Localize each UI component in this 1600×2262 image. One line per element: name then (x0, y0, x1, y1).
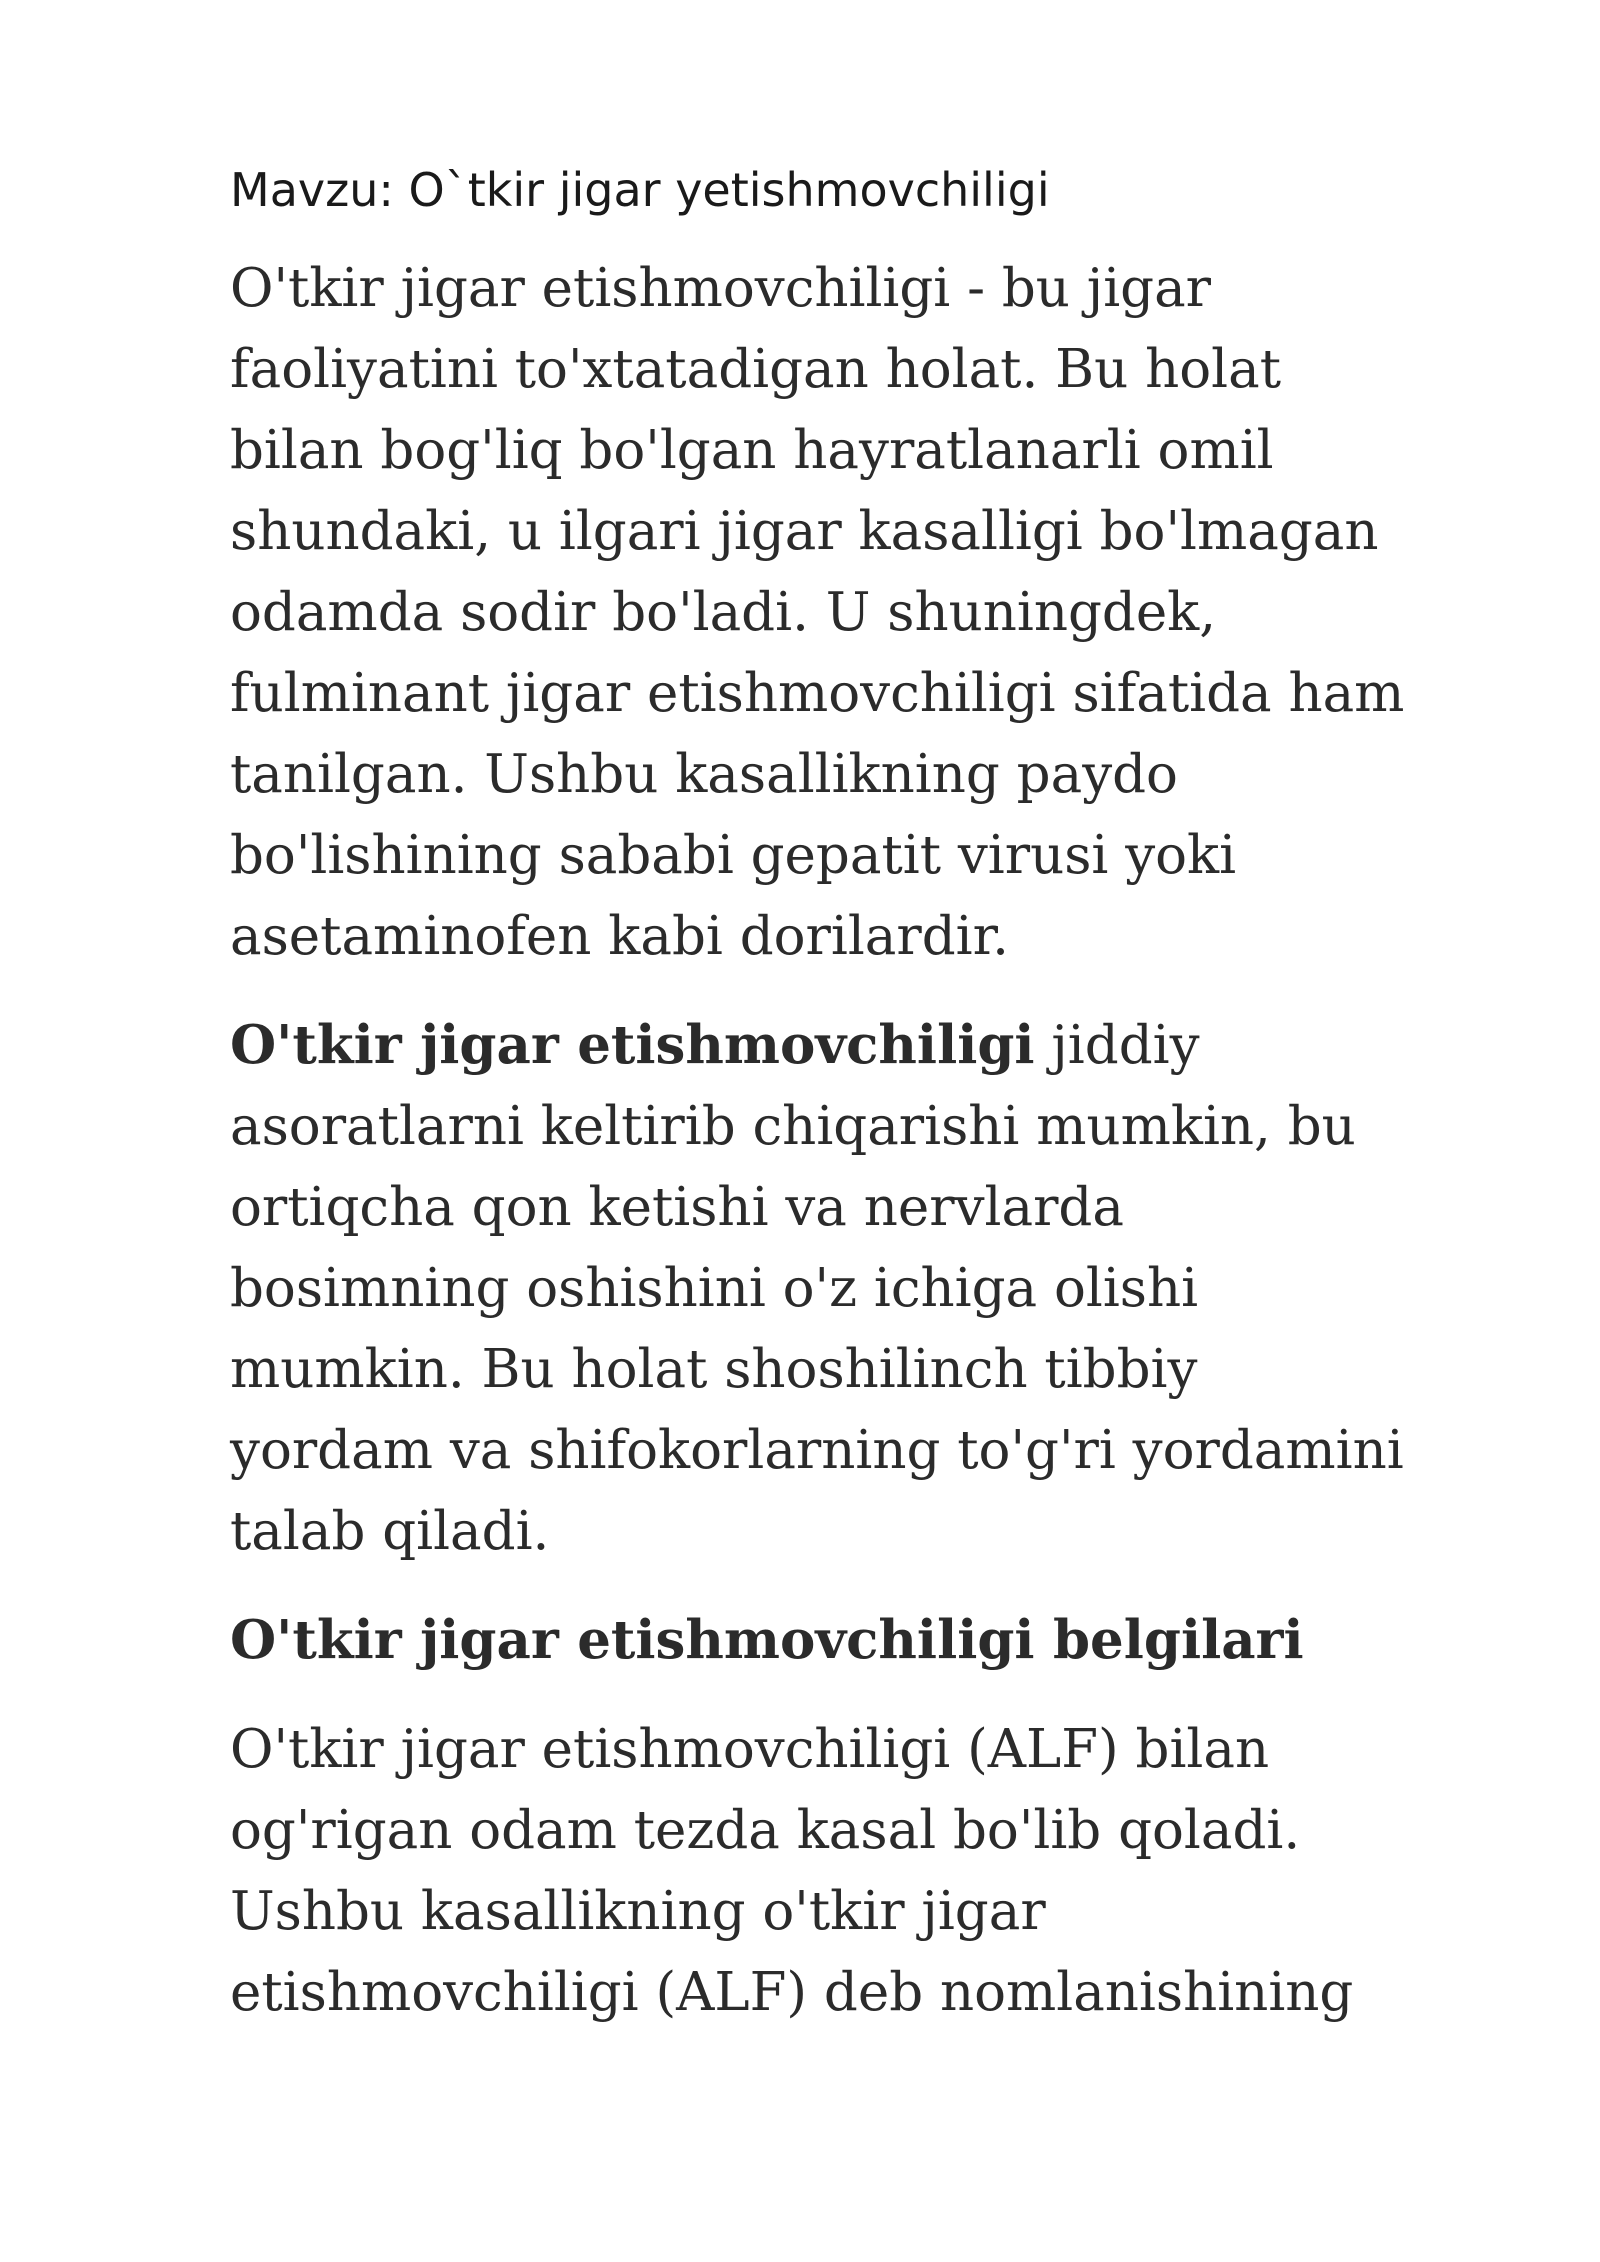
text-line: shundaki, u ilgari jigar kasalligi bo'lmagan (230, 501, 1379, 562)
text-line: tanilgan. Ushbu kasallikning paydo (230, 744, 1178, 805)
paragraph-symptoms (230, 1709, 1530, 2033)
bold-term: O'tkir jigar etishmovchiligi (230, 1014, 1035, 1076)
document-body (230, 160, 1530, 2061)
text-line: O'tkir jigar etishmovchiligi - bu jigar (230, 258, 1212, 319)
text-line: mumkin. Bu holat shoshilinch tibbiy (230, 1339, 1198, 1400)
section-heading: O'tkir jigar etishmovchiligi belgilari (230, 1609, 1304, 1671)
text-line: asoratlarni keltirib chiqarishi mumkin, bu (230, 1096, 1356, 1157)
text-line: etishmovchiligi (ALF) deb nomlanishining (230, 1962, 1354, 2023)
text-line: O'tkir jigar etishmovchiligi (ALF) bilan (230, 1719, 1270, 1780)
topic-title: Mavzu: O`tkir jigar yetishmovchiligi (230, 163, 1050, 217)
text-line: yordam va shifokorlarning to'g'ri yordamini (230, 1420, 1404, 1481)
text-line: odamda sodir bo'ladi. U shuningdek, (230, 582, 1217, 643)
text-line: faoliyatini to'xtatadigan holat. Bu holat (230, 339, 1281, 400)
text-fragment: jiddiy (1034, 1015, 1200, 1076)
text-line: bo'lishining sababi gepatit virusi yoki (230, 825, 1237, 886)
text-line: bilan bog'liq bo'lgan hayratlanarli omil (230, 420, 1274, 481)
text-line: fulminant jigar etishmovchiligi sifatida ham (230, 663, 1405, 724)
text-line: ortiqcha qon ketishi va nervlarda (230, 1177, 1124, 1238)
text-line: bosimning oshishini o'z ichiga olishi (230, 1258, 1199, 1319)
text-line (230, 1005, 1530, 1086)
paragraph-complications (230, 1005, 1530, 1572)
text-line: og'rigan odam tezda kasal bo'lib qoladi. (230, 1800, 1301, 1861)
text-line: asetaminofen kabi dorilardir. (230, 906, 1009, 967)
text-line: Ushbu kasallikning o'tkir jigar (230, 1881, 1046, 1942)
paragraph-intro (230, 248, 1530, 977)
text-line: talab qiladi. (230, 1501, 550, 1562)
